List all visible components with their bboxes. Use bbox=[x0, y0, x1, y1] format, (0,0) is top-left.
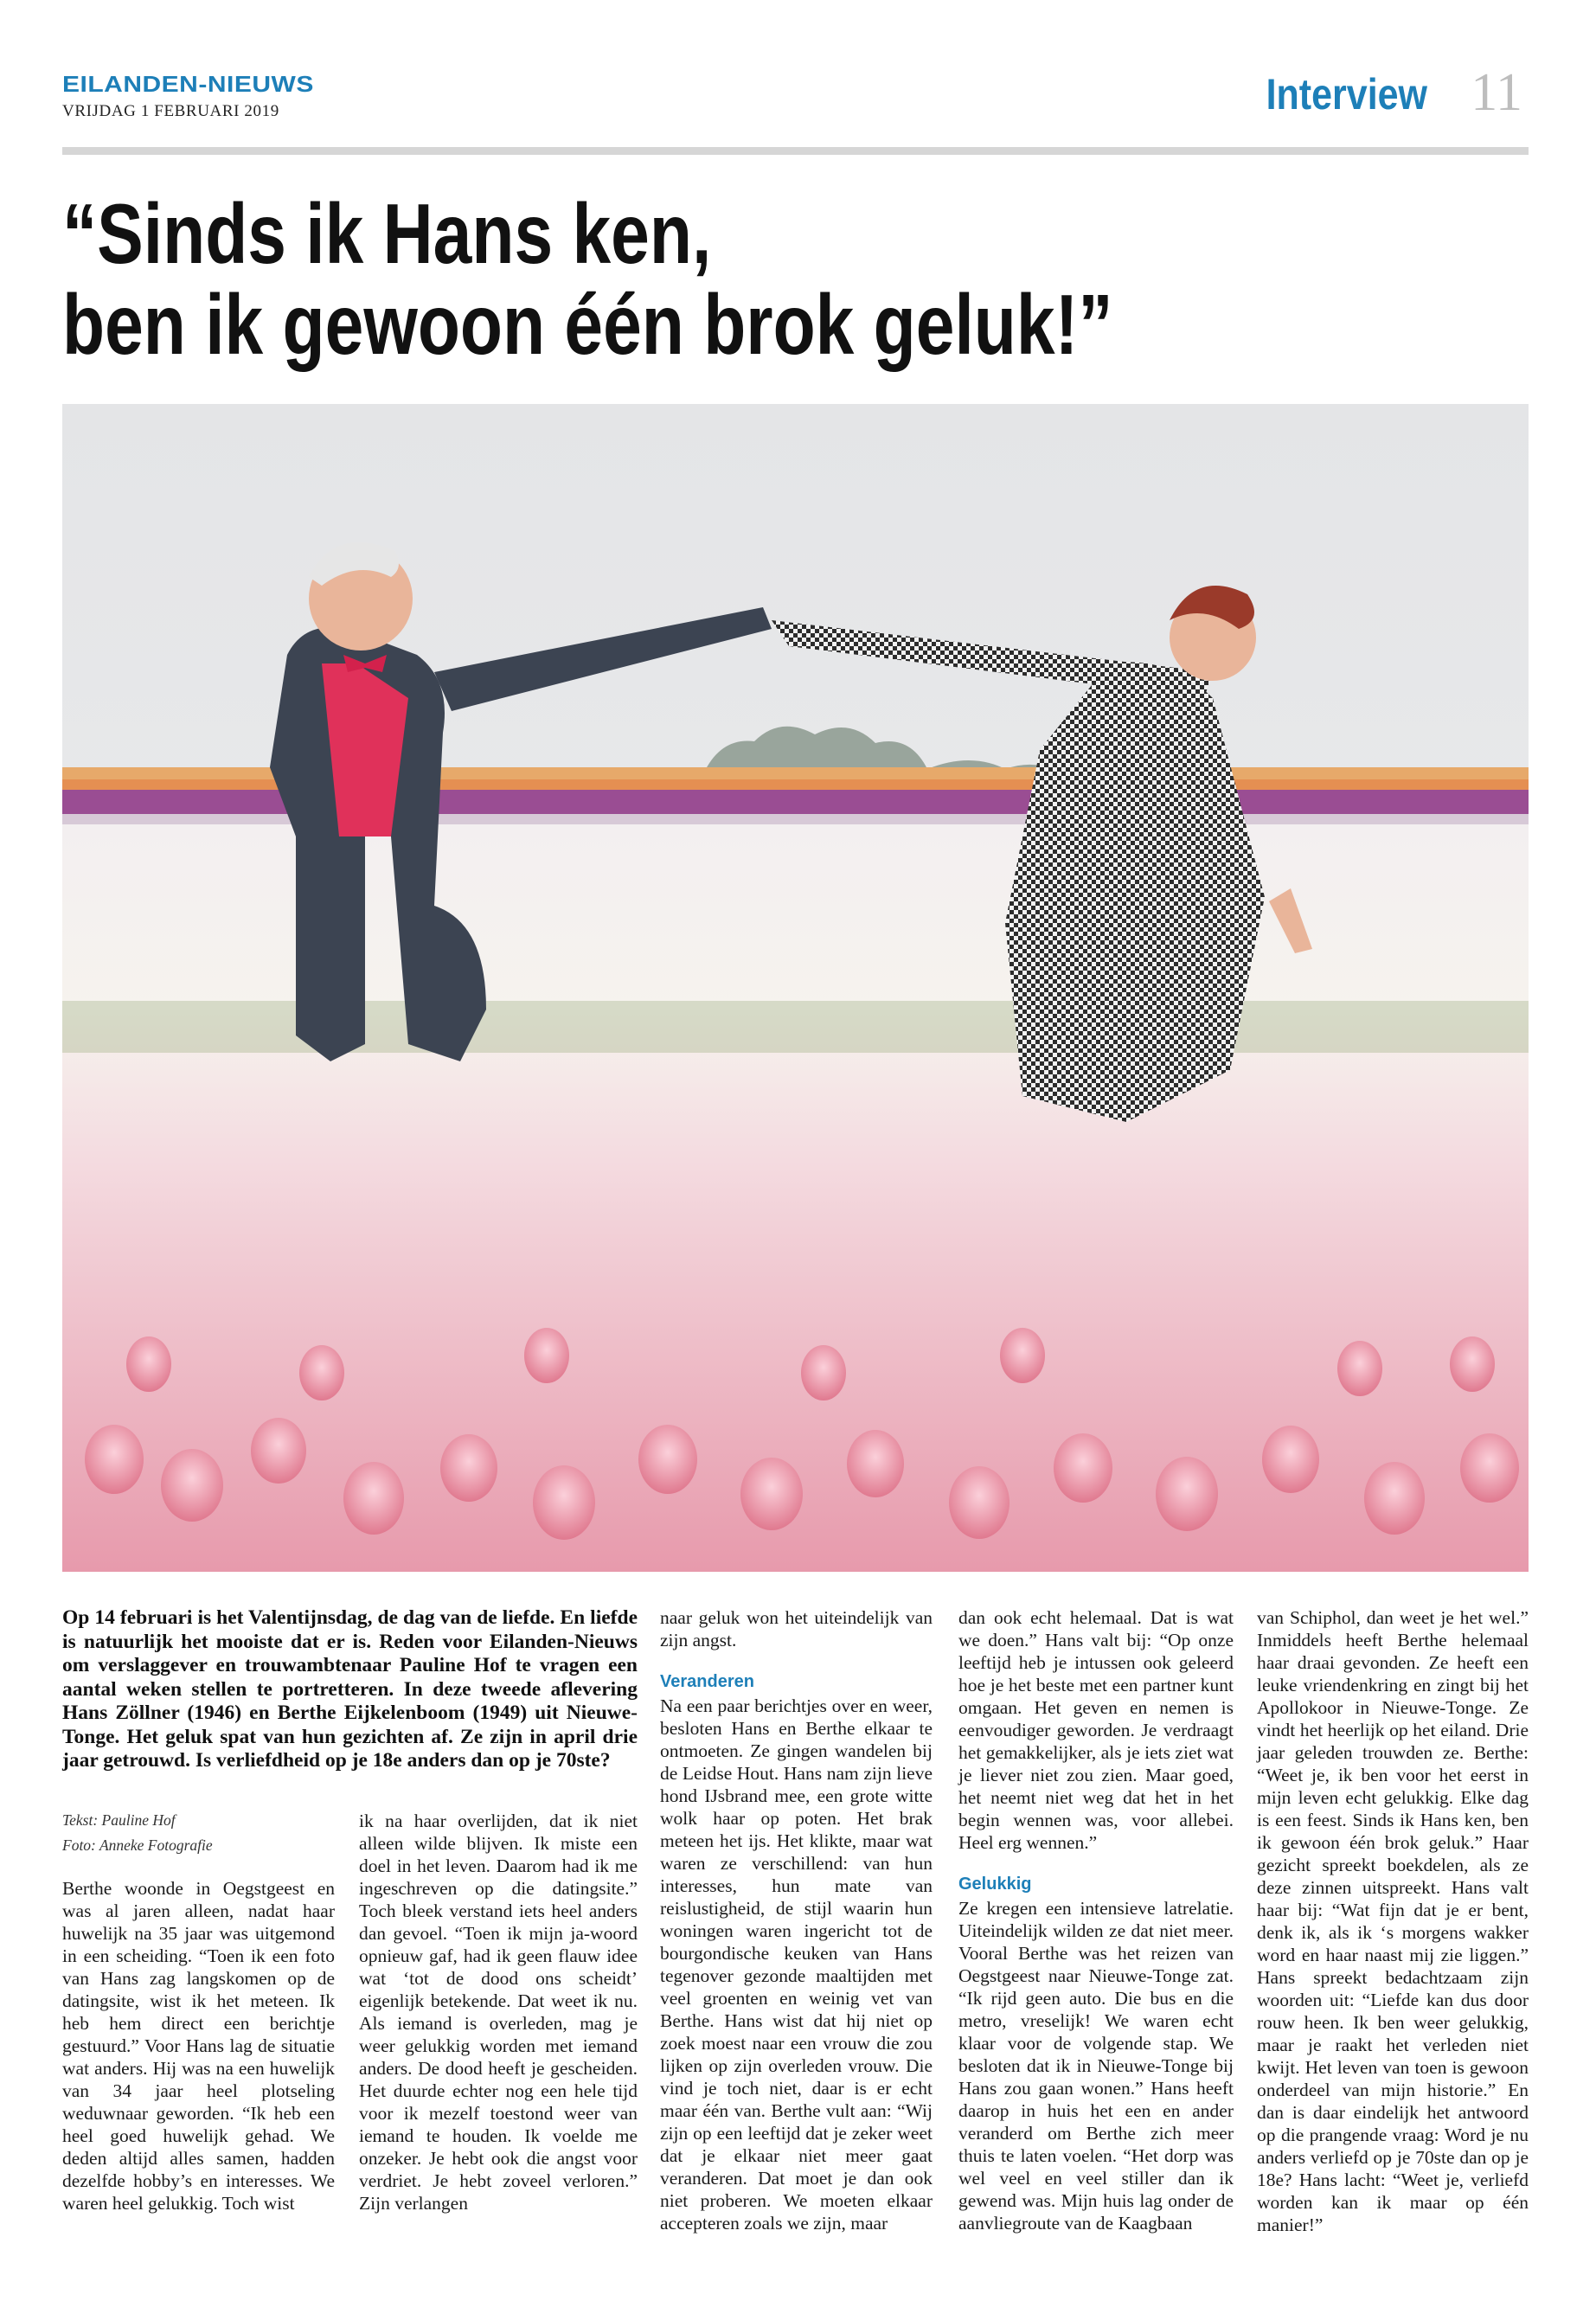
text-credit: Tekst: Pauline Hof bbox=[62, 1811, 176, 1829]
header-divider bbox=[62, 147, 1529, 155]
article-column-1 bbox=[62, 1877, 335, 2214]
page-number: 11 bbox=[1471, 63, 1522, 122]
column-3-body: Na een paar berichtjes over en weer, besloten Hans en Berthe elkaar te ontmoeten. Ze gingen wandelen bij de Leidse Hout. Hans nam zijn lieve hond IJsbrand mee, een grote witte wolk haar op poten. Het brak meteen het ijs. Het klikte, maar wat waren ze verschillend: van hun interesses, hun mate van reislustigheid, de stijl waarin hun woningen waren ingericht tot de bourgondische keuken van Hans tegenover gezonde maaltijden met veel groenten en weinig vet van Berthe. Hans wist dat hij niet op zoek moest naar een vrouw die zou lijken op zijn overleden vrouw. Die vind je toch niet, daar is er echt maar één van. Berthe vult aan: “Wij zijn op een leeftijd dat je zeker weet dat je elkaar niet meer gaat veranderen. Dat moet je dan ook niet proberen. We moeten elkaar accepteren zoals we zijn, maar bbox=[660, 1695, 933, 2234]
article-column-2 bbox=[359, 1810, 638, 2214]
photo-credit: Foto: Anneke Fotografie bbox=[62, 1836, 213, 1854]
headline-line-2: ben ik gewoon één brok geluk!” bbox=[62, 277, 1113, 372]
article-column-5 bbox=[1257, 1606, 1529, 2236]
column-4-body: Ze kregen een intensieve latrelatie. Uiteindelijk wilden ze dat niet meer. Vooral Berthe was het reizen van Oegstgeest naar Nieuwe-Tonge zat. “Ik rijd geen auto. Die bus en die metro, vreselijk! We waren echt klaar voor de volgende stap. We besloten dat ik in Nieuwe-Tonge bij Hans zou gaan wonen.” Hans heeft daarop in huis het een en ander veranderd om Berthe zich meer thuis te laten voelen. “Het dorp was wel veel en veel stiller dan ik gewend was. Mijn huis lag onder de aanvliegroute van de Kaagbaan bbox=[958, 1898, 1234, 2234]
masthead-logo: EILANDEN-NIEUWS bbox=[62, 73, 314, 98]
headline-line-1: “Sinds ik Hans ken, bbox=[62, 186, 712, 281]
page-title bbox=[62, 186, 1126, 372]
article-column-4 bbox=[958, 1606, 1234, 2234]
column-2-text: ik na haar overlijden, dat ik niet alleen wilde blijven. Ik miste een doel in het leven. Daarom had ik me ingeschreven op die datingsite.” Toch bleek verstand iets heel anders dan gevoel. “Toen ik mijn ja-woord opnieuw gaf, had ik geen flauw idee wat ‘tot de dood ons scheidt’ eigenlijk betekende. Dat weet ik nu. Als iemand is overleden, mag je weer gelukkig worden met iemand anders. De dood heeft je gescheiden. Het duurde echter nog een hele tijd voor ik mezelf toestond weer van iemand te houden. Ik voelde me onzeker. Je hebt ook die angst voor verdriet. Je hebt zoveel verloren.” Zijn verlangen bbox=[359, 1811, 638, 2214]
column-1-text: Berthe woonde in Oegstgeest en was al jaren alleen, nadat haar huwelijk na 35 jaar was uitgemond in een scheiding. “Toen ik een foto van Hans zag langskomen op de datingsite, wist ik het meteen. Ik heb hem direct een berichtje gestuurd.” Voor Hans lag de situatie wat anders. Hij was na een huwelijk van 34 jaar heel plotseling weduwnaar geworden. “Ik heb een heel goed huwelijk gehad. We deden altijd alles samen, hadden dezelfde hobby’s en interesses. We waren heel gelukkig. Toch wist bbox=[62, 1878, 335, 2214]
issue-date: VRIJDAG 1 FEBRUARI 2019 bbox=[62, 102, 279, 120]
column-4-intro: dan ook echt helemaal. Dat is wat we doen.” Hans valt bij: “Op onze leeftijd heb je intussen ook geleerd hoe je het beste met een partner kunt omgaan. Het geven en nemen is eenvoudiger geworden. Je verdraagt het gemakkelijker, als je iets ziet wat je liever niet zou zien. Maar goed, het neemt niet weg dat het in het begin wennen was, voor allebei. Heel erg wennen.” bbox=[958, 1607, 1234, 1853]
article-credits bbox=[62, 1808, 339, 1858]
subhead-veranderen: Veranderen bbox=[660, 1672, 754, 1691]
article-column-3 bbox=[660, 1606, 933, 2234]
couple-tulip-field-photo bbox=[62, 404, 1529, 1572]
section-label: Interview bbox=[1266, 70, 1427, 119]
article-lead: Op 14 februari is het Valentijnsdag, de dag van de liefde. En liefde is natuurlijk het mooiste dat er is. Reden voor Eilanden-Nieuws om verslaggever en trouwambtenaar Pauline Hof te vragen een aantal weken stellen te portretteren. In deze tweede aflevering Hans Zöllner (1946) en Berthe Eijkelenboom (1949) uit Nieuwe-Tonge. Het geluk spat van hun gezichten af. Ze zijn in april drie jaar getrouwd. Is verliefdheid op je 18e anders dan op je 70ste? bbox=[62, 1606, 638, 1772]
column-5-text: van Schiphol, dan weet je het wel.” Inmiddels heeft Berthe helemaal haar draai gevonden. Ze heeft een leuke vriendenkring en zingt bij het Apollokoor in Nieuwe-Tonge. Ze vindt het heerlijk op het eiland. Drie jaar geleden trouwden ze. Berthe: “Weet je, ik ben voor het eerst in mijn leven echt gelukkig. Elke dag is een feest. Sinds ik Hans ken, ben ik gewoon één brok geluk.” Haar gezicht spreekt boekdelen, als ze deze zinnen uitspreekt. Hans valt haar bij: “Wat fijn dat je er bent, denk ik, als ik ‘s morgens wakker word en haar naast mij zie liggen.” Hans spreekt bedachtzaam zijn woorden uit: “Liefde kan dus door rouw heen. Ik ben weer gelukkig, maar je raakt het verleden niet kwijt. Het leven van toen is gewoon onderdeel van mijn historie.” En dan is daar eindelijk het antwoord op die prangende vraag: Word je nu anders verliefd op je 70ste dan op je 18e? Hans lacht: “Weet je, verliefd worden kan ik maar op één manier!” bbox=[1257, 1607, 1529, 2235]
column-3-intro: naar geluk won het uiteindelijk van zijn angst. bbox=[660, 1607, 933, 1650]
subhead-gelukkig: Gelukkig bbox=[958, 1875, 1032, 1894]
